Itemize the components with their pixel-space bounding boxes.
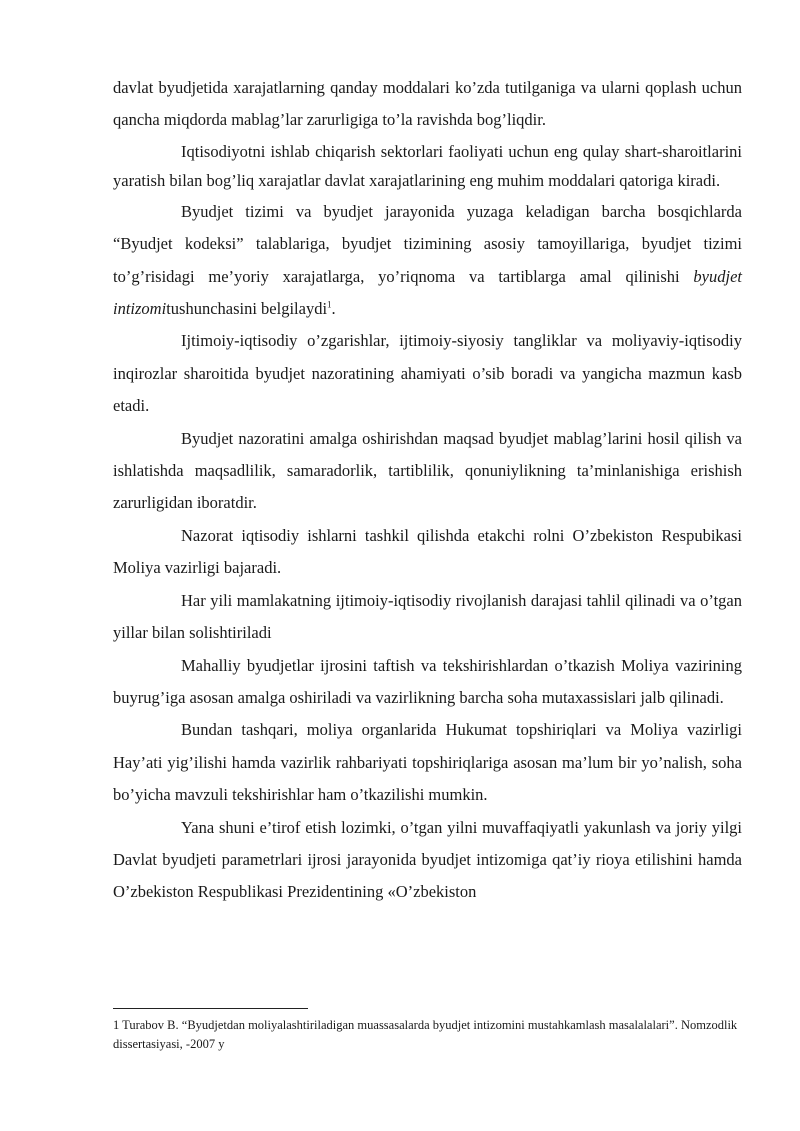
paragraph-7: Har yili mamlakatning ijtimoiy-iqtisodiy rivojlanish darajasi tahlil qilinadi va o’tgan yillar bilan solishtiriladi bbox=[113, 590, 742, 643]
footnote-reference[interactable]: 1 bbox=[327, 299, 332, 310]
italic-term: byudjet intizomi bbox=[113, 266, 742, 319]
paragraph-2: Iqtisodiyotni ishlab chiqarish sektorlari faoliyati uchun eng qulay shart-sharoitlarini yaratish bilan bog’liq xarajatlar davlat xarajatlarining eng muhim moddalari qatoriga kiradi. bbox=[113, 141, 742, 191]
paragraph-3-text: Byudjet tizimi va byudjet jarayonida yuzaga keladigan barcha bosqichlarda “Byudjet kodeksi” talablariga, byudjet tizimining asosiy tamoyillariga, byudjet tizimi to’g’risidagi me’yoriy xarajatlarga, yo’riqnoma va tartiblarga amal qilinishi bbox=[113, 201, 742, 286]
paragraph-5: Byudjet nazoratini amalga oshirishdan maqsad byudjet mablag’larini hosil qilish va ishlatishda maqsadlilik, samaradorlik, tartiblilik, qonuniylikning ta’minlanishiga erishish zarurligidan iboratdir. bbox=[113, 428, 742, 513]
document-body bbox=[113, 72, 742, 909]
paragraph-10: Yana shuni e’tirof etish lozimki, o’tgan yilni muvaffaqiyatli yakunlash va joriy yilgi Davlat byudjeti parametrlari ijrosi jarayonida byudjet intizomiga qat’iy rioya etilishini hamda O’zbekiston Respublikasi Prezidentining «O’zbekiston bbox=[113, 817, 742, 902]
paragraph-4: Ijtimoiy-iqtisodiy o’zgarishlar, ijtimoiy-siyosiy tangliklar va moliyaviy-iqtisodiy inqirozlar sharoitida byudjet nazoratining ahamiyati o’sib boradi va yangicha mazmun kasb etadi. bbox=[113, 331, 742, 416]
paragraph-3-end: . bbox=[331, 299, 336, 319]
paragraph-3-continued: tushunchasini belgilaydi bbox=[166, 299, 328, 319]
footnote-separator bbox=[113, 1008, 308, 1009]
paragraph-8: Mahalliy byudjetlar ijrosini taftish va tekshirishlardan o’tkazish Moliya vazirining buyrug’iga asosan amalga oshiriladi va vazirlikning barcha soha mutaxassislari jalb qilinadi. bbox=[113, 655, 742, 707]
footnote: 1 Turabov B. “Byudjetdan moliyalashtiriladigan muassasalarda byudjet intizomini mustahkamlash masalalalari”. Nomzodlik dissertasiyasi, -2007 y bbox=[113, 1018, 738, 1051]
paragraph-6: Nazorat iqtisodiy ishlarni tashkil qilishda etakchi rolni O’zbekiston Respubikasi Moliya vazirligi bajaradi. bbox=[113, 525, 742, 578]
paragraph-3 bbox=[113, 196, 742, 326]
paragraph-1: davlat byudjetida xarajatlarning qanday moddalari ko’zda tutilganiga va ularni qoplash uchun qancha miqdorda mablag’lar zarurligiga to’la ravishda bog’liqdir. bbox=[113, 78, 742, 130]
paragraph-9: Bundan tashqari, moliya organlarida Hukumat topshiriqlari va Moliya vazirligi Hay’ati yig’ilishi hamda vazirlik rahbariyati topshiriqlariga asosan ma’lum bir yo’nalish, soha bo’yicha mavzuli tekshirishlar ham o’tkazilishi mumkin. bbox=[113, 720, 742, 805]
